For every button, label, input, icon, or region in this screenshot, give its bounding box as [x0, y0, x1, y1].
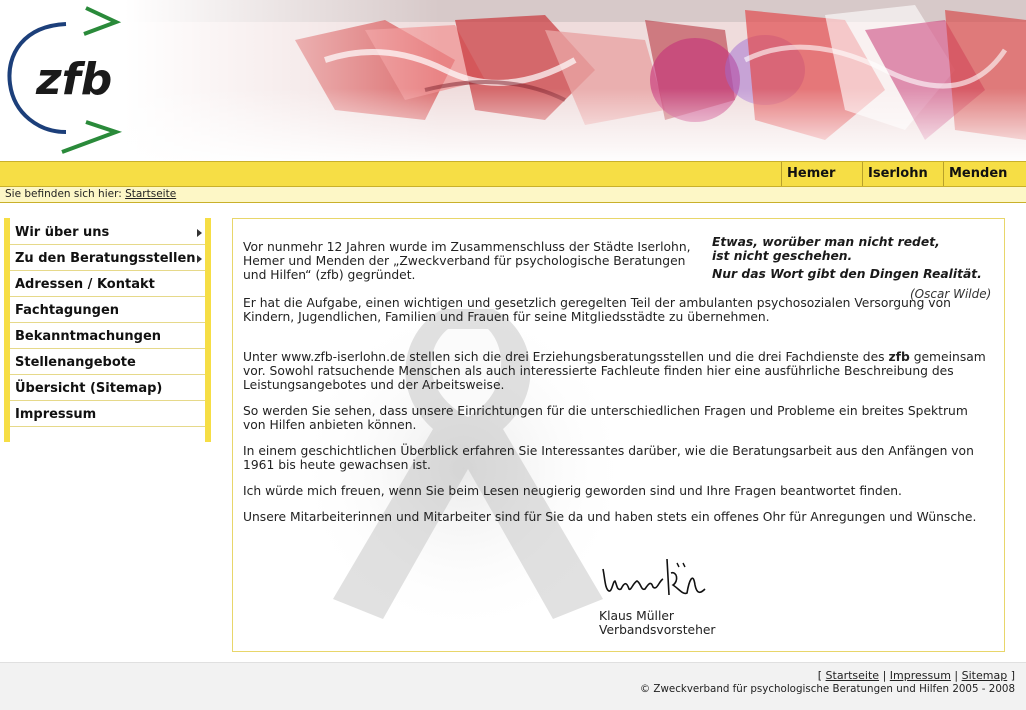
staff-paragraph: Unsere Mitarbeiterinnen und Mitarbeiter sind für Sie da und haben stets ein offenes Ohr für Anregungen und Wünsche.: [243, 510, 977, 524]
history-paragraph: In einem geschichtlichen Überblick erfahren Sie Interessantes darüber, wie die Beratungsarbeit aus den Anfängen von 1961 bis heute gewachsen ist.: [243, 444, 974, 472]
sidebar-item-label: Fachtagungen: [15, 303, 120, 318]
breadcrumb: [0, 187, 1026, 203]
footer-bracket: ]: [1010, 669, 1015, 682]
nav-city-hemer[interactable]: Hemer: [781, 162, 864, 186]
sidebar-item-label: Impressum: [15, 407, 97, 422]
sidebar-item-fachtagungen[interactable]: [10, 298, 205, 323]
sidebar-menu-list: [10, 218, 205, 442]
quote-author: (Oscar Wilde): [910, 287, 992, 301]
sidebar-item-label: Zu den Beratungsstellen: [15, 251, 196, 266]
sidebar-menu: [4, 218, 211, 442]
logo-text: zfb: [36, 54, 113, 105]
footer-copyright: © Zweckverband für psychologische Beratungen und Hilfen 2005 - 2008: [639, 683, 1015, 695]
city-nav-bar: [0, 161, 1026, 187]
task-paragraph: Er hat die Aufgabe, einen wichtigen und gesetzlich geregelten Teil der ambulanten psychosozialen Versorgung von Kindern, Jugendlichen, Familien und Frauen für seine Mitgliedsstädte zu übernehmen.: [243, 296, 951, 324]
intro-paragraph: Vor nunmehr 12 Jahren wurde im Zusammenschluss der Städte Iserlohn, Hemer und Menden der „Zweckverband für psychologische Beratungen und Hilfen“ (zfb) gegründet.: [243, 240, 691, 282]
sidebar-item-label: Bekanntmachungen: [15, 329, 162, 344]
sidebar-item-label: Wir über uns: [15, 225, 110, 240]
nav-city-menden[interactable]: Menden: [943, 162, 1026, 186]
breadcrumb-link-startseite[interactable]: Startseite: [125, 188, 177, 200]
submenu-arrow-icon: [197, 255, 202, 263]
paragraph-text: gemeinsam vor. Sowohl ratsuchende Menschen als auch interessierte Fachleute finden hier eine ausführliche Beschreibung des Leistungsangebotes und der Arbeitsweise.: [243, 350, 986, 392]
website-paragraph: [243, 350, 993, 392]
nav-city-iserlohn[interactable]: Iserlohn: [862, 162, 945, 186]
footer-link-sitemap[interactable]: Sitemap: [961, 669, 1008, 682]
footer-link-startseite[interactable]: Startseite: [825, 669, 880, 682]
sidebar-item-label: Stellenangebote: [15, 355, 136, 370]
header: [0, 0, 1026, 161]
quote-line: ist nicht geschehen.: [712, 249, 853, 263]
footer-bracket: [: [817, 669, 823, 682]
footer-separator: |: [882, 669, 887, 682]
sidebar-item-impressum[interactable]: [10, 402, 205, 427]
zfb-logo[interactable]: [4, 4, 134, 156]
sidebar-item-sitemap[interactable]: [10, 376, 205, 401]
sidebar-item-stellenangebote[interactable]: [10, 350, 205, 375]
services-paragraph: So werden Sie sehen, dass unsere Einrichtungen für die unterschiedlichen Fragen und Probleme ein breites Spektrum von Hilfen anbieten können.: [243, 404, 968, 432]
main-content: [232, 218, 1005, 652]
quote-line: Etwas, worüber man nicht redet,: [712, 235, 940, 249]
quote-line: Nur das Wort gibt den Dingen Realität.: [712, 267, 982, 281]
welcome-paragraph: Ich würde mich freuen, wenn Sie beim Lesen neugierig geworden sind und Ihre Fragen beantwortet finden.: [243, 484, 902, 498]
submenu-arrow-icon: [197, 229, 202, 237]
sidebar-item-adressen-kontakt[interactable]: [10, 272, 205, 297]
sidebar-item-beratungsstellen[interactable]: [10, 246, 205, 271]
signature-role: Verbandsvorsteher: [599, 623, 716, 637]
sidebar-item-wir-ueber-uns[interactable]: [10, 220, 205, 245]
footer-separator: |: [954, 669, 959, 682]
sidebar-item-bekanntmachungen[interactable]: [10, 324, 205, 349]
sidebar-item-label: Übersicht (Sitemap): [15, 381, 163, 396]
paragraph-text: Unter www.zfb-iserlohn.de stellen sich die drei Erziehungsberatungsstellen und die drei Fachdienste des: [243, 350, 889, 364]
signature-name: Klaus Müller: [599, 609, 674, 623]
sidebar-item-label: Adressen / Kontakt: [15, 277, 155, 292]
footer: [0, 662, 1026, 710]
graffiti-banner-image: [125, 0, 1026, 161]
breadcrumb-prefix: Sie befinden sich hier:: [5, 188, 122, 200]
oscar-wilde-quote: [712, 235, 997, 281]
footer-link-impressum[interactable]: Impressum: [889, 669, 951, 682]
handwritten-signature: [597, 551, 709, 607]
footer-links: [818, 669, 1015, 682]
zfb-bold-text: zfb: [888, 350, 910, 364]
